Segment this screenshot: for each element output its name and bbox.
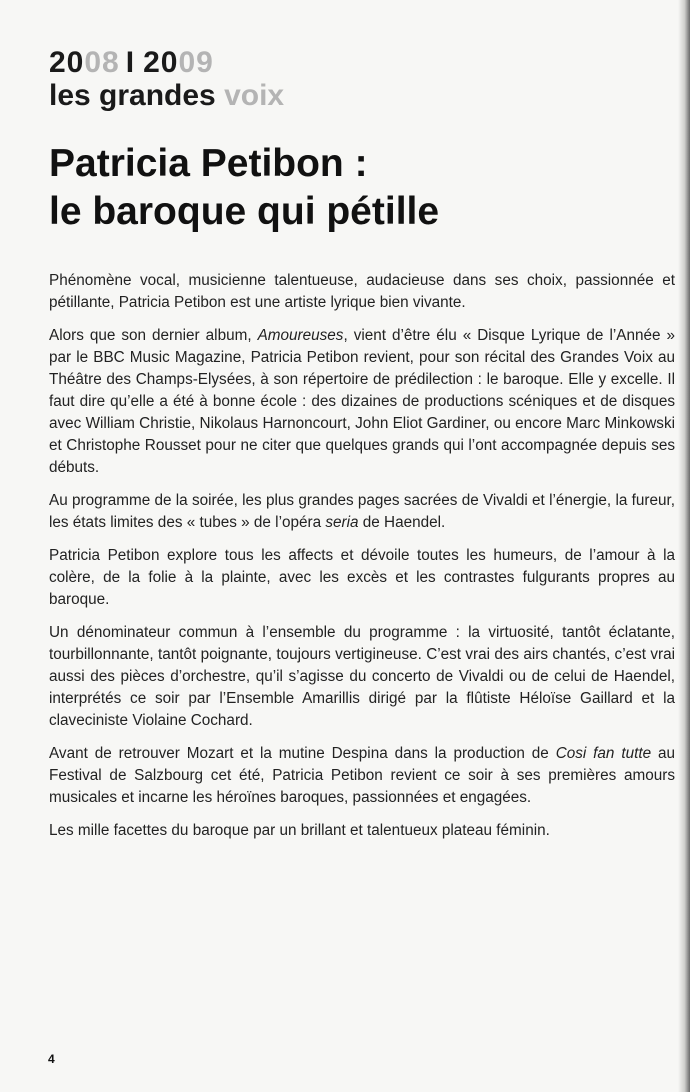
paragraph-virtuosity: Un dénominateur commun à l’ensemble du programme : la virtuosité, tantôt éclatante, tourbillonnante, tantôt poignante, toujours vertigineuse. C’est vrai des airs chantés, c’est vrai aussi des pièces d’orchestre, qu’il s’agisse du concerto de Vivaldi ou de celui de Haendel, interprétés ce soir par l’Ensemble Amarillis dirigé par la flûtiste Héloïse Gaillard et la claveciniste Violaine Cochard. bbox=[49, 624, 675, 729]
season-year-end-dark: 20 bbox=[143, 46, 179, 79]
paragraph-mozart bbox=[49, 743, 675, 809]
opera-title: Cosi fan tutte bbox=[555, 745, 652, 762]
season-heading bbox=[49, 48, 214, 78]
title-line-2: le baroque qui pétille bbox=[49, 190, 440, 233]
title-line-1: Patricia Petibon : bbox=[49, 142, 368, 185]
series-heading bbox=[49, 79, 284, 113]
season-separator: I bbox=[125, 46, 136, 79]
season-year-end-light: 09 bbox=[178, 46, 214, 79]
season-year-start-dark: 20 bbox=[49, 46, 85, 79]
series-name-dark: les grandes bbox=[49, 79, 225, 112]
season-year-start-light: 08 bbox=[84, 46, 120, 79]
scan-edge-shadow bbox=[678, 0, 690, 1092]
paragraph-programme bbox=[49, 490, 675, 534]
paragraph-closing: Les mille facettes du baroque par un brillant et talentueux plateau féminin. bbox=[49, 822, 550, 839]
album-title: Amoureuses bbox=[257, 327, 344, 344]
page-number: 4 bbox=[48, 1052, 55, 1066]
paragraph-mozart-before: Avant de retrouver Mozart et la mutine Despina dans la production de bbox=[49, 745, 556, 762]
paragraph-mozart-after: au Festival de Salzbourg cet été, Patricia Petibon revient ce soir à ses premières amours musicales et incarne les héroïnes baroques, passionnées et engagées. bbox=[49, 745, 675, 806]
paragraph-programme-after: de Haendel. bbox=[358, 514, 446, 531]
paragraph-album bbox=[49, 325, 675, 479]
page-title bbox=[49, 140, 649, 236]
opera-genre: seria bbox=[325, 514, 359, 531]
paragraph-programme-before: Au programme de la soirée, les plus grandes pages sacrées de Vivaldi et l’énergie, la fureur, les états limites des « tubes » de l’opéra bbox=[49, 492, 675, 531]
article-body bbox=[49, 270, 675, 853]
paragraph-album-after: , vient d’être élu « Disque Lyrique de l’Année » par le BBC Music Magazine, Patricia Petibon revient, pour son récital des Grandes Voix au Théâtre des Champs-Elysées, à son répertoire de prédilection : le baroque. Elle y excelle. Il faut dire qu’elle a été à bonne école : des dizaines de productions scéniques et de disques avec William Christie, Nikolaus Harnoncourt, John Eliot Gardiner, ou encore Marc Minkowski et Christophe Rousset pour ne citer que quelques grands qui l’ont accompagnée depuis ses débuts. bbox=[49, 327, 675, 476]
paragraph-album-before: Alors que son dernier album, bbox=[49, 327, 258, 344]
series-name-light: voix bbox=[224, 79, 285, 112]
paragraph-affects: Patricia Petibon explore tous les affects et dévoile toutes les humeurs, de l’amour à la colère, de la folie à la plainte, avec les excès et les contrastes fulgurants propres au baroque. bbox=[49, 547, 675, 608]
paragraph-intro: Phénomène vocal, musicienne talentueuse, audacieuse dans ses choix, passionnée et pétillante, Patricia Petibon est une artiste lyrique bien vivante. bbox=[49, 272, 675, 311]
